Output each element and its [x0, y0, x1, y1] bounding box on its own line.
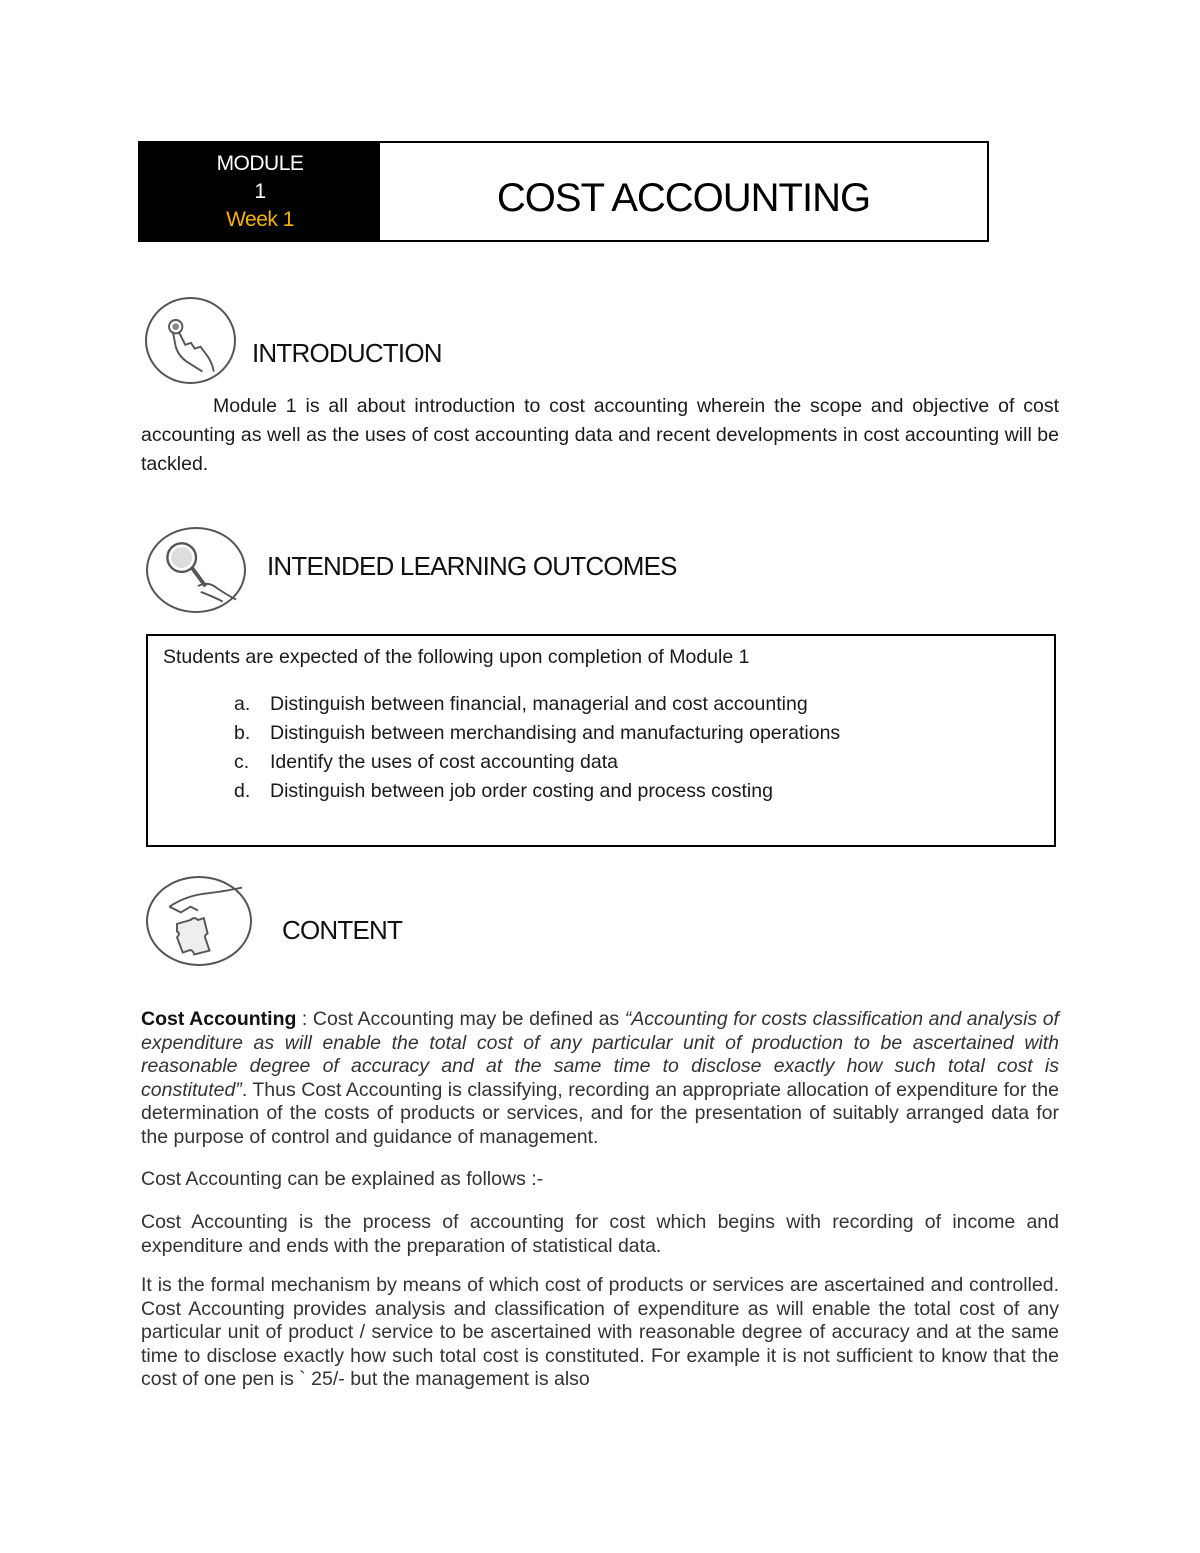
content-paragraph-1: Cost Accounting is the process of accounting for cost which begins with recording of income and expenditure and ends with the preparation of statistical data.	[141, 1211, 1059, 1257]
definition-intro: Cost Accounting may be defined as	[312, 1008, 625, 1030]
module-badge	[140, 143, 380, 240]
outcome-marker: c.	[234, 751, 250, 773]
outcome-marker: d.	[234, 780, 251, 802]
module-title: COST ACCOUNTING	[496, 176, 871, 220]
module-number: 1	[254, 179, 266, 203]
definition-paragraph	[141, 1008, 1059, 1149]
introduction-body: Module 1 is all about introduction to cost accounting wherein the scope and objective of cost accounting as well as the uses of cost accounting data and recent developments in cost accounting will be tackled.	[141, 395, 1059, 475]
outcomes-lead: Students are expected of the following upon completion of Module 1	[163, 646, 750, 668]
definition-quote: “Accounting for costs classification and analysis of expenditure as will enable the total cost of any particular unit of production to be ascertained with reasonable degree of accuracy and at the same time to disclose exactly how such total cost is constituted”	[141, 1008, 1059, 1101]
outcome-text: Identify the uses of cost accounting data	[270, 751, 618, 773]
outcome-marker: a.	[234, 693, 251, 715]
magnifier-hand-icon	[146, 527, 246, 613]
module-label: MODULE	[216, 151, 304, 175]
content-paragraph-2: It is the formal mechanism by means of which cost of products or services are ascertained and controlled. Cost Accounting provides analysis and classification of expenditure as will enable the total cost of any particular unit of product / service to be ascertained with reasonable degree of accuracy and at the same time to disclose exactly how such total cost is constituted. For example it is not sufficient to know that the cost of one pen is ` 25/- but the management is also	[141, 1274, 1059, 1390]
outcome-text: Distinguish between job order costing and process costing	[270, 780, 773, 802]
finger-press-icon	[145, 297, 236, 384]
outcome-text: Distinguish between financial, managerial and cost accounting	[270, 693, 808, 715]
outcomes-box	[146, 634, 1056, 847]
module-header	[138, 141, 989, 242]
definition-separator: :	[296, 1008, 313, 1030]
introduction-heading: INTRODUCTION	[252, 338, 442, 368]
outcomes-heading: INTENDED LEARNING OUTCOMES	[267, 551, 677, 581]
outcome-text: Distinguish between merchandising and manufacturing operations	[270, 722, 841, 744]
outcome-marker: b.	[234, 722, 251, 744]
definition-term: Cost Accounting	[141, 1008, 297, 1030]
explained-lead: Cost Accounting can be explained as follows :-	[141, 1168, 544, 1190]
definition-rest: . Thus Cost Accounting is classifying, recording an appropriate allocation of expenditure for the determination of the costs of products or services, and for the presentation of suitably arranged data for the purpose of control and guidance of management.	[141, 1078, 1059, 1148]
content-heading: CONTENT	[282, 915, 403, 945]
week-label: Week 1	[226, 207, 294, 231]
puzzle-hand-icon	[146, 876, 252, 966]
